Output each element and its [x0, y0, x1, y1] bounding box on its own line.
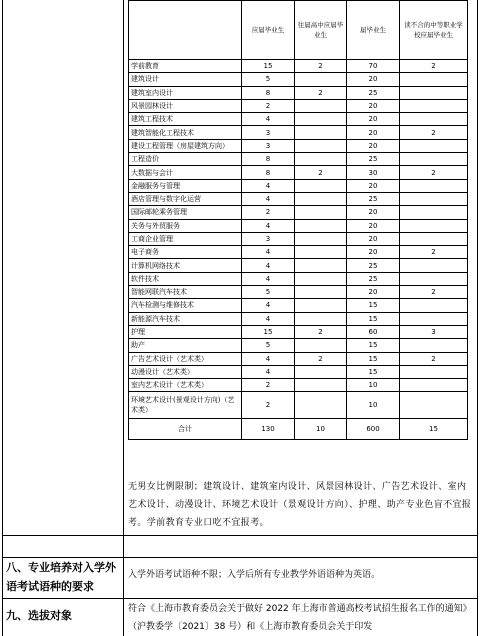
quota-cell	[400, 339, 468, 352]
total-label: 合计	[129, 419, 242, 440]
quota-cell: 20	[347, 219, 400, 232]
quota-cell	[400, 219, 468, 232]
quota-cell: 2	[295, 352, 347, 365]
major-name-cell: 国际邮轮乘务管理	[129, 206, 242, 219]
quota-cell	[400, 272, 468, 285]
table-row	[129, 166, 468, 179]
major-name-cell: 建设工程管理（房屋建筑方向）	[129, 139, 242, 152]
table-row	[129, 179, 468, 192]
table-row	[129, 153, 468, 166]
quota-cell: 20	[347, 179, 400, 192]
table-row	[129, 99, 468, 112]
quota-cell: 20	[347, 286, 400, 299]
quota-cell: 8	[242, 153, 295, 166]
quota-cell: 2	[242, 392, 295, 419]
major-name-cell: 工程造价	[129, 153, 242, 166]
quota-cell	[295, 272, 347, 285]
table-row	[129, 365, 468, 378]
quota-cell: 70	[347, 60, 400, 73]
left-column-border	[2, 0, 124, 636]
quota-cell	[295, 192, 347, 205]
quota-cell	[295, 153, 347, 166]
quota-cell: 2	[242, 379, 295, 392]
quota-cell	[295, 299, 347, 312]
quota-cell: 2	[400, 126, 468, 139]
major-name-cell: 广告艺术设计（艺术类）	[129, 352, 242, 365]
quota-cell: 2	[295, 166, 347, 179]
quota-cell: 25	[347, 259, 400, 272]
header-cell	[129, 1, 242, 60]
quota-cell: 20	[347, 139, 400, 152]
table-row	[129, 126, 468, 139]
major-name-cell: 动漫设计（艺术类）	[129, 365, 242, 378]
quota-cell	[295, 113, 347, 126]
section-8-text: 入学外语考试语种不限；入学后所有专业教学外语语种为英语。	[128, 570, 381, 580]
major-name-cell: 新能源汽车技术	[129, 312, 242, 325]
total-cell: 10	[295, 419, 347, 440]
quota-cell: 2	[400, 166, 468, 179]
table-row	[129, 206, 468, 219]
header-cell: 读不合的中等职业学校应届毕业生	[400, 1, 468, 60]
table-row	[129, 299, 468, 312]
quota-cell	[400, 259, 468, 272]
quota-cell	[400, 392, 468, 419]
table-row	[129, 272, 468, 285]
quota-cell: 20	[347, 73, 400, 86]
major-name-cell: 大数据与会计	[129, 166, 242, 179]
major-name-cell: 风景园林设计	[129, 99, 242, 112]
quota-cell: 25	[347, 86, 400, 99]
section-8-label: 八、专业培养对入学外语考试语种的要求	[6, 561, 116, 593]
quota-cell: 2	[242, 206, 295, 219]
major-name-cell: 金融服务与管理	[129, 179, 242, 192]
quota-cell	[400, 232, 468, 245]
quota-cell	[400, 365, 468, 378]
table-row	[129, 60, 468, 73]
quota-cell	[295, 73, 347, 86]
quota-cell	[295, 246, 347, 259]
table-row	[129, 339, 468, 352]
major-name-cell: 建筑工程技术	[129, 113, 242, 126]
quota-cell: 5	[242, 73, 295, 86]
major-name-cell: 计算机网络技术	[129, 259, 242, 272]
quota-cell	[295, 339, 347, 352]
quota-cell: 4	[242, 299, 295, 312]
quota-cell	[400, 379, 468, 392]
quota-cell: 4	[242, 179, 295, 192]
quota-cell: 4	[242, 259, 295, 272]
quota-cell: 15	[347, 299, 400, 312]
quota-cell: 30	[347, 166, 400, 179]
table-row	[129, 392, 468, 419]
major-name-cell: 工商企业管理	[129, 232, 242, 245]
quota-cell: 4	[242, 365, 295, 378]
header-cell: 届毕业生	[347, 1, 400, 60]
quota-cell: 20	[347, 206, 400, 219]
quota-cell: 20	[347, 126, 400, 139]
major-name-cell: 关务与外贸服务	[129, 219, 242, 232]
quota-cell: 20	[347, 99, 400, 112]
quota-cell: 2	[400, 246, 468, 259]
quota-cell: 20	[347, 113, 400, 126]
quota-cell: 8	[242, 166, 295, 179]
major-name-cell: 汽车检测与维修技术	[129, 299, 242, 312]
table-row	[129, 325, 468, 338]
quota-cell: 4	[242, 246, 295, 259]
table-row	[129, 232, 468, 245]
table-row	[129, 246, 468, 259]
table-row	[129, 73, 468, 86]
major-name-cell: 环境艺术设计(景观设计方向)（艺术类）	[129, 392, 242, 419]
table-row	[129, 312, 468, 325]
major-name-cell: 护理	[129, 325, 242, 338]
quota-table	[128, 0, 468, 440]
quota-cell: 8	[242, 86, 295, 99]
section-9-label: 九、选拔对象	[6, 609, 72, 622]
quota-cell	[295, 259, 347, 272]
quota-cell: 3	[242, 139, 295, 152]
quota-cell	[400, 113, 468, 126]
quota-cell: 5	[242, 286, 295, 299]
quota-cell	[295, 365, 347, 378]
major-name-cell: 建筑智能化工程技术	[129, 126, 242, 139]
quota-cell: 25	[347, 272, 400, 285]
quota-cell: 10	[347, 379, 400, 392]
quota-cell: 2	[295, 60, 347, 73]
quota-cell	[400, 139, 468, 152]
table-row	[129, 192, 468, 205]
quota-cell: 15	[347, 352, 400, 365]
quota-cell: 5	[242, 339, 295, 352]
quota-cell	[400, 192, 468, 205]
quota-cell: 3	[242, 126, 295, 139]
major-name-cell: 软件技术	[129, 272, 242, 285]
restriction-note: 无男女比例限制；建筑设计、建筑室内设计、风景园林设计、广告艺术设计、室内艺术设计、动漫设计、环境艺术设计（景观设计方向）、护理、助产专业色盲不宜报考。学前教育专业口吃不宜报考。	[128, 482, 472, 528]
quota-cell: 4	[242, 312, 295, 325]
quota-cell: 2	[295, 325, 347, 338]
quota-cell: 25	[347, 153, 400, 166]
quota-cell	[295, 179, 347, 192]
quota-cell	[400, 86, 468, 99]
total-cell: 130	[242, 419, 295, 440]
quota-cell: 20	[347, 246, 400, 259]
major-name-cell: 助产	[129, 339, 242, 352]
quota-cell	[400, 312, 468, 325]
total-cell: 15	[400, 419, 468, 440]
quota-cell	[295, 206, 347, 219]
quota-cell	[400, 99, 468, 112]
table-row	[129, 352, 468, 365]
quota-cell: 3	[242, 232, 295, 245]
divider	[2, 598, 478, 599]
table-row	[129, 379, 468, 392]
major-name-cell: 建筑设计	[129, 73, 242, 86]
table-body	[129, 60, 468, 440]
quota-cell: 2	[400, 352, 468, 365]
quota-cell: 2	[295, 86, 347, 99]
quota-cell	[295, 126, 347, 139]
table-row	[129, 259, 468, 272]
quota-cell: 4	[242, 352, 295, 365]
quota-cell	[295, 312, 347, 325]
quota-cell: 2	[242, 99, 295, 112]
quota-cell: 4	[242, 272, 295, 285]
header-cell: 应届毕业生	[242, 1, 295, 60]
quota-cell	[400, 179, 468, 192]
right-border	[477, 0, 478, 636]
quota-cell: 15	[347, 312, 400, 325]
major-name-cell: 室内艺术设计（艺术类）	[129, 379, 242, 392]
quota-cell	[400, 73, 468, 86]
quota-cell: 2	[400, 60, 468, 73]
table-row	[129, 219, 468, 232]
table-row	[129, 139, 468, 152]
quota-cell: 15	[347, 365, 400, 378]
major-name-cell: 学前教育	[129, 60, 242, 73]
quota-cell	[295, 392, 347, 419]
quota-cell: 2	[400, 286, 468, 299]
quota-cell: 3	[400, 325, 468, 338]
quota-cell: 60	[347, 325, 400, 338]
major-name-cell: 建筑室内设计	[129, 86, 242, 99]
quota-cell	[295, 219, 347, 232]
section-9-text: 符合《上海市教育委员会关于做好 2022 年上海市普通高校考试招生报名工作的通知》（沪教委学〔2021〕38 号）和《上海市教育委员会关于印发	[128, 604, 472, 632]
quota-cell: 4	[242, 113, 295, 126]
table-row	[129, 86, 468, 99]
quota-cell: 15	[242, 325, 295, 338]
quota-cell	[295, 286, 347, 299]
quota-cell	[295, 379, 347, 392]
quota-cell	[295, 232, 347, 245]
table-row	[129, 113, 468, 126]
quota-cell	[400, 153, 468, 166]
quota-cell	[400, 206, 468, 219]
total-row	[129, 419, 468, 440]
major-name-cell: 电子商务	[129, 246, 242, 259]
table-header-row	[129, 1, 468, 60]
quota-cell: 4	[242, 192, 295, 205]
quota-cell: 25	[347, 192, 400, 205]
quota-cell	[295, 99, 347, 112]
total-cell: 600	[347, 419, 400, 440]
quota-cell: 4	[242, 219, 295, 232]
header-cell: 往届高中应届毕业生	[295, 1, 347, 60]
divider	[2, 535, 478, 536]
major-name-cell: 酒店管理与数字化运营	[129, 192, 242, 205]
major-name-cell: 智能网联汽车技术	[129, 286, 242, 299]
table-row	[129, 286, 468, 299]
quota-cell	[295, 139, 347, 152]
quota-cell: 10	[347, 392, 400, 419]
quota-cell: 20	[347, 232, 400, 245]
quota-cell: 15	[242, 60, 295, 73]
quota-cell: 15	[347, 339, 400, 352]
quota-cell	[400, 299, 468, 312]
